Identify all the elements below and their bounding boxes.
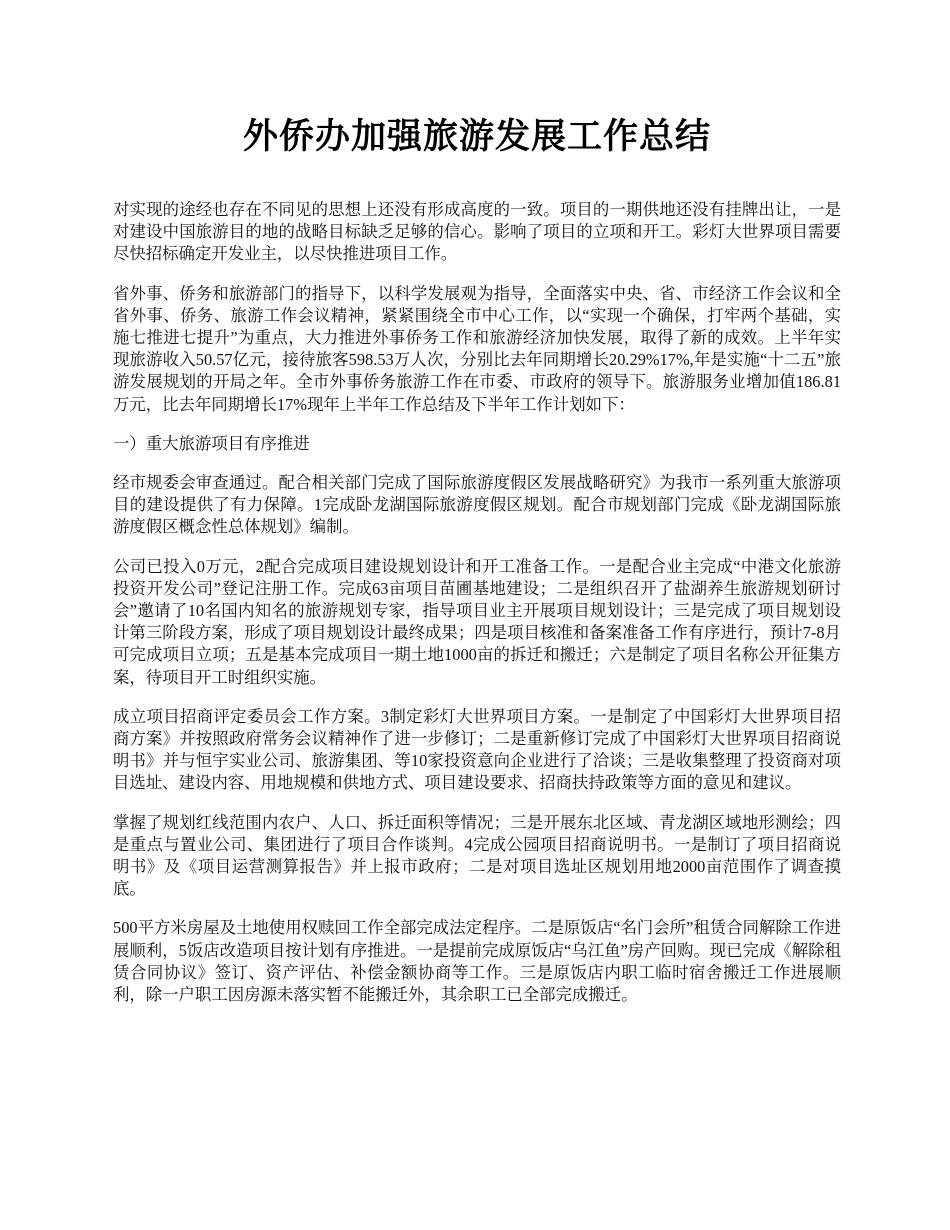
paragraph-7: 500平方米房屋及土地使用权赎回工作全部完成法定程序。二是原饭店“名门会所”租赁合同解除工作进展顺利，5饭店改造项目按计划有序推进。一是提前完成原饭店“乌江鱼”房产回购。现已完成《解除租赁合同协议》签订、资产评估、补偿金额协商等工作。三是原饭店内职工临时宿舍搬迁工作进展顺利，除一户职工因房源未落实暂不能搬迁外，其余职工已全部完成搬迁。 [113,918,841,1005]
paragraph-6: 掌握了规划红线范围内农户、人口、拆迁面积等情况；三是开展东北区域、青龙湖区域地形测绘；四是重点与置业公司、集团进行了项目合作谈判。4完成公园项目招商说明书。一是制订了项目招商说明书》及《项目运营测算报告》并上报市政府；二是对项目选址区规划用地2000亩范围作了调查摸底。 [113,812,841,899]
paragraph-2: 省外事、侨务和旅游部门的指导下，以科学发展观为指导，全面落实中央、省、市经济工作会议和全省外事、侨务、旅游工作会议精神，紧紧围绕全市中心工作，以“实现一个确保，打牢两个基础，实施七推进七提升”为重点，大力推进外事侨务工作和旅游经济加快发展，取得了新的成效。上半年实现旅游收入50.57亿元，接待旅客598.53万人次，分别比去年同期增长20.29%17%,年是实施“十二五”旅游发展规划的开局之年。全市外事侨务旅游工作在市委、市政府的领导下。旅游服务业增加值186.81万元，比去年同期增长17%现年上半年工作总结及下半年工作计划如下： [113,283,841,414]
document-title: 外侨办加强旅游发展工作总结 [242,117,711,156]
paragraph-1: 对实现的途经也存在不同见的思想上还没有形成高度的一致。项目的一期供地还没有挂牌出让，一是对建设中国旅游目的地的战略目标缺乏足够的信心。影响了项目的立项和开工。彩灯大世界项目需要尽快招标确定开发业主，以尽快推进项目工作。 [113,200,841,264]
paragraph-5: 成立项目招商评定委员会工作方案。3制定彩灯大世界项目方案。一是制定了中国彩灯大世界项目招商方案》并按照政府常务会议精神作了进一步修订；二是重新修订完成了中国彩灯大世界项目招商说明书》并与恒宇实业公司、旅游集团、等10家投资意向企业进行了洽谈；三是收集整理了投资商对项目选址、建设内容、用地规模和供地方式、项目建设要求、招商扶持政策等方面的意见和建议。 [113,706,841,793]
paragraph-4: 公司已投入0万元，2配合完成项目建设规划设计和开工准备工作。一是配合业主完成“中港文化旅游投资开发公司”登记注册工作。完成63亩项目苗圃基地建设；二是组织召开了盐湖养生旅游规划研讨会”邀请了10名国内知名的旅游规划专家，指导项目业主开展项目规划设计；三是完成了项目规划设计第三阶段方案，形成了项目规划设计最终成果；四是项目核准和备案准备工作有序进行，预计7-8月可完成项目立项；五是基本完成项目一期土地1000亩的拆迁和搬迁；六是制定了项目名称公开征集方案，待项目开工时组织实施。 [113,556,841,687]
section-heading: 一）重大旅游项目有序推进 [113,433,310,453]
paragraph-3: 经市规委会审查通过。配合相关部门完成了国际旅游度假区发展战略研究》为我市一系列重大旅游项目的建设提供了有力保障。1完成卧龙湖国际旅游度假区规划。配合市规划部门完成《卧龙湖国际旅游度假区概念性总体规划》编制。 [113,473,841,537]
document-page [113,112,841,1023]
